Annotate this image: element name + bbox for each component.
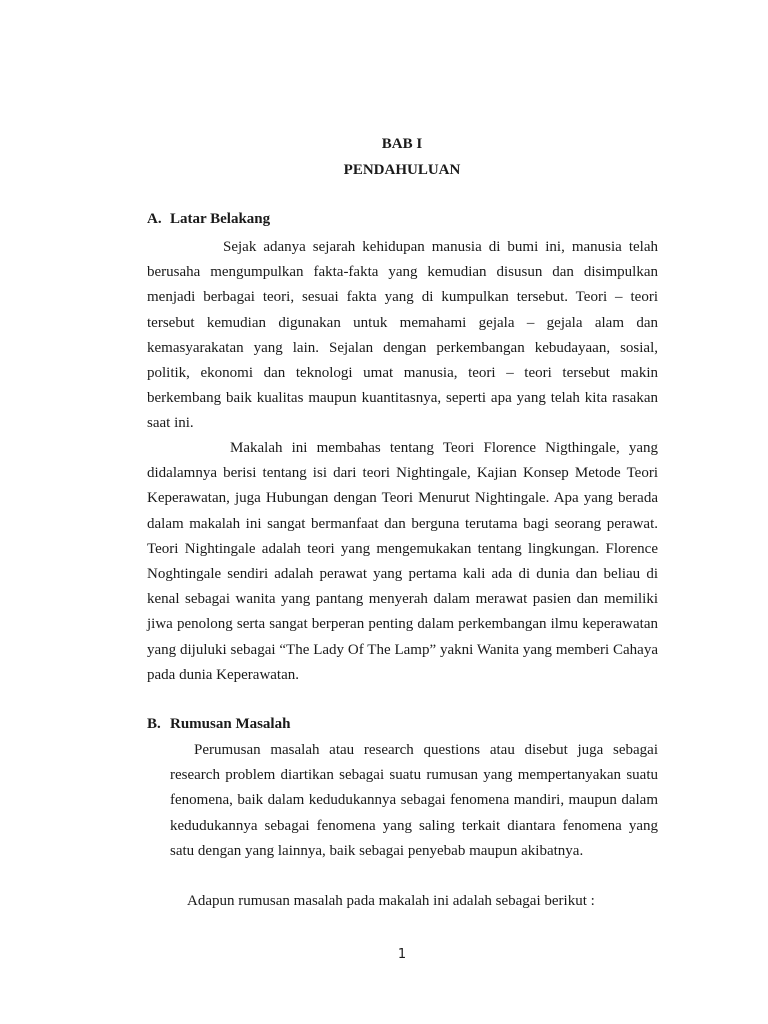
section-title: Latar Belakang — [170, 211, 271, 227]
page-number: 1 — [397, 947, 407, 962]
paragraph-latar-belakang-1: Sejak adanya sejarah kehidupan manusia di bumi ini, manusia telah berusaha mengumpulkan fakta-fakta yang kemudian disusun dan disimpulkan menjadi berbagai teori, sesuai fakta yang di kumpulkan tersebut. Teori – teori tersebut kemudian digunakan untuk memahami gejala – gejala alam dan kemasyarakatan yang lain. Sejalan dengan perkembangan kebudayaan, sosial, politik, ekonomi dan teknologi umat manusia, teori – teori tersebut makin berkembang baik kualitas maupun kuantitasnya, seperti apa yang telah kita rasakan saat ini. — [147, 239, 658, 432]
section-heading-rumusan-masalah — [147, 716, 290, 733]
section-title: Rumusan Masalah — [170, 716, 291, 732]
chapter-number: BAB I — [381, 136, 423, 152]
section-letter: A. — [147, 211, 162, 227]
section-letter: B. — [147, 716, 161, 732]
paragraph-latar-belakang-2: Makalah ini membahas tentang Teori Florence Nigthingale, yang didalamnya berisi tentang isi dari teori Nightingale, Kajian Konsep Metode Teori Keperawatan, juga Hubungan dengan Teori Menurut Nightingale. Apa yang berada dalam makalah ini sangat bermanfaat dan berguna terutama bagi seorang perawat. Teori Nightingale adalah teori yang mengemukakan tentang lingkungan. Florence Noghtingale sendiri adalah perawat yang pertama kali ada di dunia dan beliau di kenal sebagai wanita yang pantang menyerah dalam merawat pasien dan memiliki jiwa penolong serta sangat berperan penting dalam perkembangan ilmu keperawatan yang dijuluki sebagai “The Lady Of The Lamp” yakni Wanita yang memberi Cahaya pada dunia Keperawatan. — [147, 440, 658, 683]
section-heading-latar-belakang — [147, 211, 270, 228]
paragraph-rumusan-masalah-1: Perumusan masalah atau research questions atau disebut juga sebagai research problem diartikan sebagai suatu rumusan yang mempertanyakan suatu fenomena, baik dalam kedudukannya sebagai fenomena mandiri, maupun dalam kedudukannya sebagai fenomena yang saling terkait diantara fenomena yang satu dengan yang lainnya, baik sebagai penyebab maupun akibatnya. — [170, 742, 658, 859]
paragraph-rumusan-masalah-2: Adapun rumusan masalah pada makalah ini adalah sebagai berikut : — [187, 893, 595, 909]
chapter-title: PENDAHULUAN — [343, 162, 461, 178]
